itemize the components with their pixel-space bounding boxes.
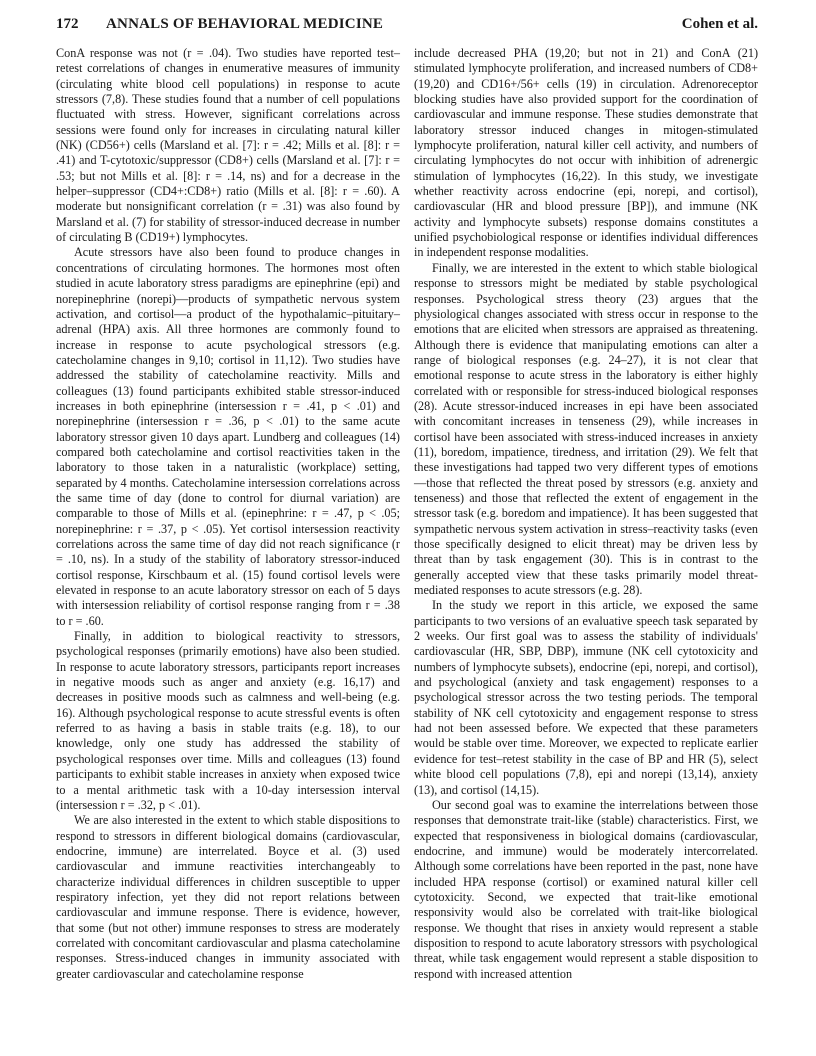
paragraph: Acute stressors have also been found to produce changes in concentrations of circulating hormones. The hormones most often studied in acute laboratory stress paradigms are epinephrine (epi) and norepinephrine (norepi)—products of sympathetic nervous system activation, and cortisol—a product of the hypothalamic–pituitary–adrenal (HPA) axis. All three hormones are commonly found to increase in response to acute psychological stressors (e.g. catecholamine changes in 9,10; cortisol in 11,12). Two studies have addressed the stability of catecholamine reactivity. Mills and colleagues (13) found participants exhibited stable stressor-induced increases in both epinephrine (intersession r = .41, p < .01) and norepinephrine (intersession r = .36, p < .01) to the same acute laboratory stressor given 10 days apart. Lundberg and colleagues (14) compared both catecholamine and cortisol reactivities taken in the laboratory to those taken in a naturalistic (workplace) setting, separated by 4 months. Catecholamine intersession correlations across the same time of day (done to control for diurnal variation) are comparable to those of Mills et al. (epinephrine: r = .47, p < .05; norepinephrine: r = .37, p < .05). Yet cortisol intersession reactivity correlations across the same time of day did not reach significance (r = .10, ns). In a study of the stability of laboratory stressor-induced cortisol response, Kirschbaum et al. (15) found cortisol levels were elevated in response to an acute laboratory stressor on each of 5 days with intersession reliability of cortisol response ranging from r = .38 to r = .60. [56, 245, 400, 628]
page-number: 172 [56, 16, 79, 32]
paragraph: Our second goal was to examine the interrelations between those responses that demonstrate trait-like (stable) characteristics. First, we expected that responsiveness in biological domains (cardiovascular, endocrine, and immune) would be moderately intercorrelated. Although some correlations have been reported in the past, none have included HPA response (cortisol) or examined natural killer cell cytotoxicity. Second, we expected that trait-like emotional responsivity would also be correlated with trait-like biological response. We thought that rises in anxiety would represent a stable disposition to respond to acute laboratory stressors with psychological threat, while task engagement would represent a stable disposition to respond with increased attention [414, 797, 758, 981]
paragraph: Finally, we are interested in the extent to which stable biological response to stressors might be mediated by stable psychological responses. Psychological stress theory (23) argues that the physiological changes associated with stress occur in response to the emotions that are elicited when stressors are appraised as threatening. Although there is evidence that manipulating emotions can alter a range of biological responses (e.g. 24–27), it is not clear that emotional response to acute stress in the laboratory is either highly correlated with or responsible for stress-induced biological responses (28). Acute stressor-induced increases in epi have been associated with concomitant increases in tenseness (29), while increases in cortisol have been associated with stress-induced increases in anxiety (11), boredom, impatience, tiredness, and irritation (29). We felt that these investigations had tapped two very different types of emotions—those that reflected the threat posed by stressors (e.g. anxiety and tenseness) and those that reflected the extent of engagement in the stressor task (e.g. boredom and impatience). It has been suggested that sympathetic nervous system activation in stress–reactivity tasks (even those specifically designed to elicit threat) may be driven less by threat than by task engagement (30). This is in contrast to the generally accepted view that these tasks primarily model threat-mediated responses to acute stressors (e.g. 28). [414, 260, 758, 598]
left-column [56, 46, 400, 982]
right-column [414, 46, 758, 982]
paragraph: Finally, in addition to biological reactivity to stressors, psychological responses (primarily emotions) have also been studied. In response to acute laboratory stressors, participants report increases in negative moods such as anger and anxiety (e.g. 16,17) and decreases in positive moods such as calmness and well-being (e.g. 16). Although psychological response to acute stressful events is often referred to as having a basis in stable traits (e.g. 18), to our knowledge, only one study has addressed the stability of psychological responses over time. Mills and colleagues (13) found participants to exhibit stable increases in anxiety when exposed twice to a mental arithmetic task with a 10-day intersession interval (intersession r = .32, p < .01). [56, 629, 400, 812]
journal-title: ANNALS OF BEHAVIORAL MEDICINE [106, 16, 384, 32]
paragraph: In the study we report in this article, we exposed the same participants to two versions of an evaluative speech task separated by 2 weeks. Our first goal was to assess the stability of individuals' cardiovascular (HR, SBP, DBP), immune (NK cell cytotoxicity and numbers of lymphocyte subsets), endocrine (epi, norepi, and cortisol), and psychological (anxiety and task engagement) responses to a psychological stressor across the two testing periods. The temporal stability of NK cell cytotoxicity and engagement response to stress had not been assessed before. We expected that these parameters would be stable over time. Moreover, we expected to replicate earlier evidence for test–retest stability in the case of BP and HR (5), select white blood cell populations (7,8), epi and norepi (13,14), anxiety (13), and cortisol (14,15). [414, 598, 758, 797]
paragraph: We are also interested in the extent to which stable dispositions to respond to stressors in different biological domains (cardiovascular, endocrine, immune) are interrelated. Boyce et al. (3) used cardiovascular and immune reactivities interchangeably to characterize individual differences in children susceptible to upper respiratory infection, yet they did not report relations between cardiovascular and immune response. There is evidence, however, that some (but not other) immune responses to stress are moderately correlated with concomitant cardiovascular and plasma catecholamine responses. Stress-induced changes in immunity associated with greater cardiovascular and catecholamine response [56, 813, 400, 981]
paragraph: include decreased PHA (19,20; but not in 21) and ConA (21) stimulated lymphocyte proliferation, and increased numbers of CD8+ (19,20) and CD16+/56+ cells (19) in circulation. Adrenoreceptor blocking studies have also provided support for the coordination of cardiovascular and immune response. These studies demonstrate that laboratory stressor induced changes in mitogen-stimulated lymphocyte proliferation, natural killer cell activity, and numbers of circulating lymphocytes do not occur with inhibition of adrenergic stimulation of lymphocytes (16,22). In this study, we investigate whether reactivity across endocrine (epi, norepi, and cortisol), cardiovascular (HR and blood pressure [BP]), and immune (NK activity and lymphocyte subsets) response domains constitutes a unified psychobiological response or identifies individual differences in independent response modalities. [414, 46, 758, 260]
paragraph: ConA response was not (r = .04). Two studies have reported test–retest correlations of changes in enumerative measures of immunity (circulating white blood cell populations) in response to acute stressors (7,8). These studies found that a number of cell populations fluctuated with stress. However, significant correlations across sessions were found only for increases in circulating natural killer (NK) (CD56+) cells (Marsland et al. [7]: r = .42; Mills et al. [8]: r = .41) and T-cytotoxic/suppressor (CD8+) cells (Marsland et al. [7]: r = .53; but not Mills et al. [8]: r = .14, ns) and for a decrease in the helper–suppressor (CD4+:CD8+) ratio (Mills et al. [8]: r = .60). A moderate but nonsignificant correlation (r = .31) was also found by Marsland et al. (7) for stability of stressor-induced decrease in number of circulating B (CD19+) lymphocytes. [56, 46, 400, 245]
running-title: Cohen et al. [681, 16, 758, 32]
running-header [56, 16, 758, 38]
